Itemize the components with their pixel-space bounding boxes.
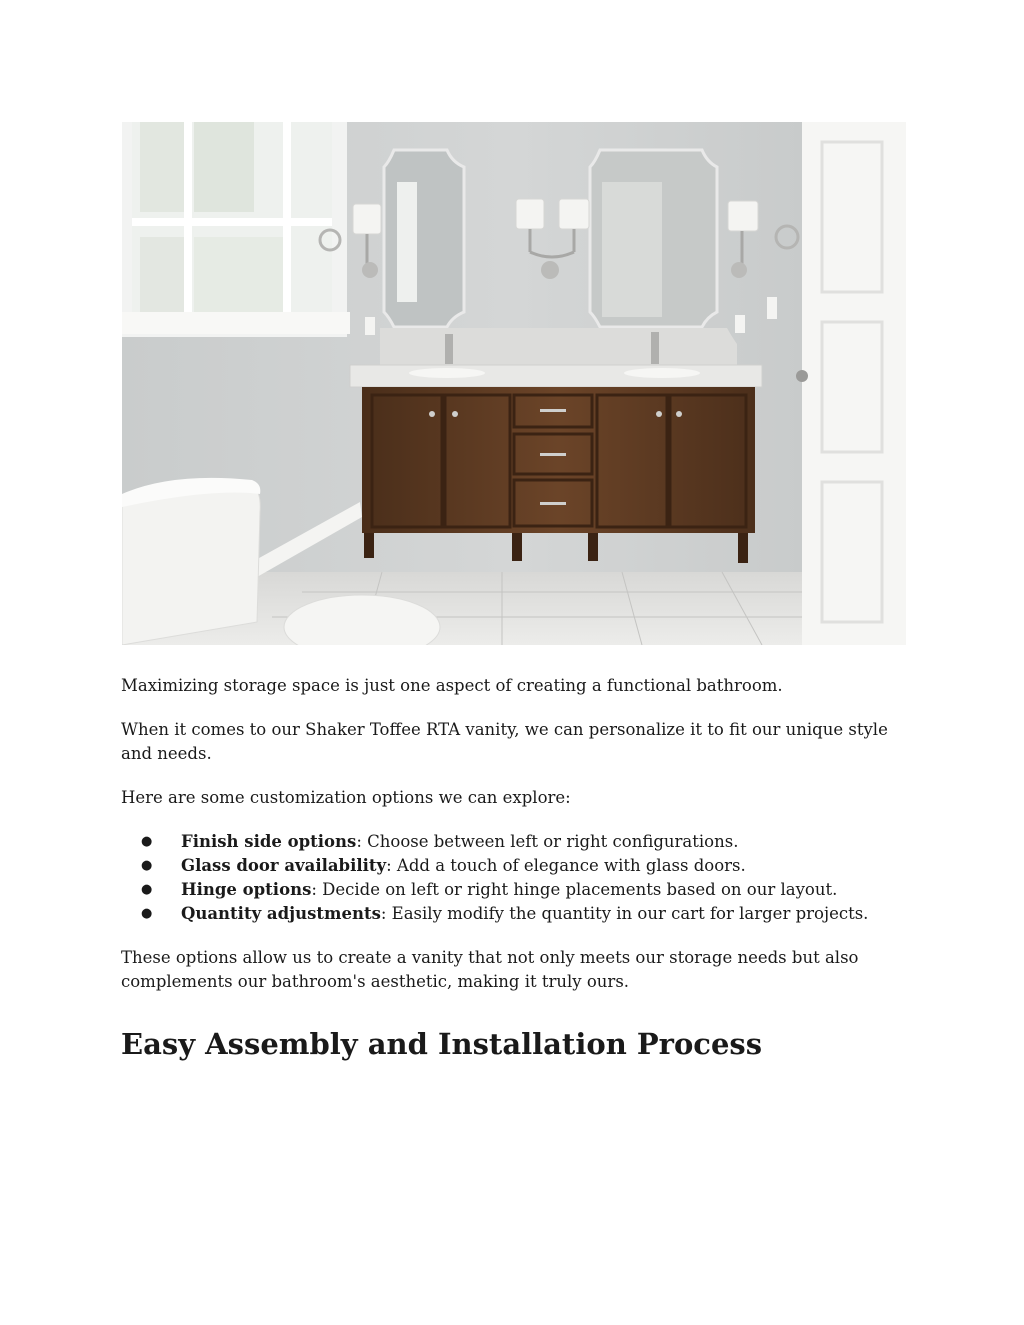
option-description: : Decide on left or right hinge placements based on our layout. bbox=[311, 880, 838, 899]
paragraph-conclusion: These options allow us to create a vanity that not only meets our storage needs but also complements our bathroom's aesthetic, making it truly ours. bbox=[121, 948, 859, 991]
bullet: ● bbox=[141, 858, 153, 873]
bullet: ● bbox=[141, 834, 153, 849]
option-term: Glass door availability bbox=[181, 856, 387, 875]
list-item bbox=[121, 830, 911, 854]
section-heading: Easy Assembly and Installation Process bbox=[121, 1027, 763, 1061]
bullet: ● bbox=[141, 906, 153, 921]
option-term: Hinge options bbox=[181, 880, 312, 899]
bullet: ● bbox=[141, 882, 153, 897]
bathroom-vanity-photo bbox=[122, 122, 906, 645]
option-description: : Easily modify the quantity in our cart for larger projects. bbox=[380, 904, 869, 923]
option-term: Quantity adjustments bbox=[181, 904, 381, 923]
list-item bbox=[121, 854, 911, 878]
paragraph-storage: Maximizing storage space is just one aspect of creating a functional bathroom. bbox=[121, 676, 783, 695]
option-description: : Choose between left or right configurations. bbox=[356, 832, 739, 851]
paragraph-personalize: When it comes to our Shaker Toffee RTA vanity, we can personalize it to fit our unique style and needs. bbox=[121, 720, 888, 763]
option-term: Finish side options bbox=[181, 832, 357, 851]
article-body bbox=[121, 674, 911, 1014]
list-item bbox=[121, 878, 911, 902]
list-item bbox=[121, 902, 911, 926]
option-description: : Add a touch of elegance with glass doors. bbox=[386, 856, 746, 875]
customization-options-list bbox=[121, 830, 911, 926]
paragraph-intro-options: Here are some customization options we can explore: bbox=[121, 788, 571, 807]
